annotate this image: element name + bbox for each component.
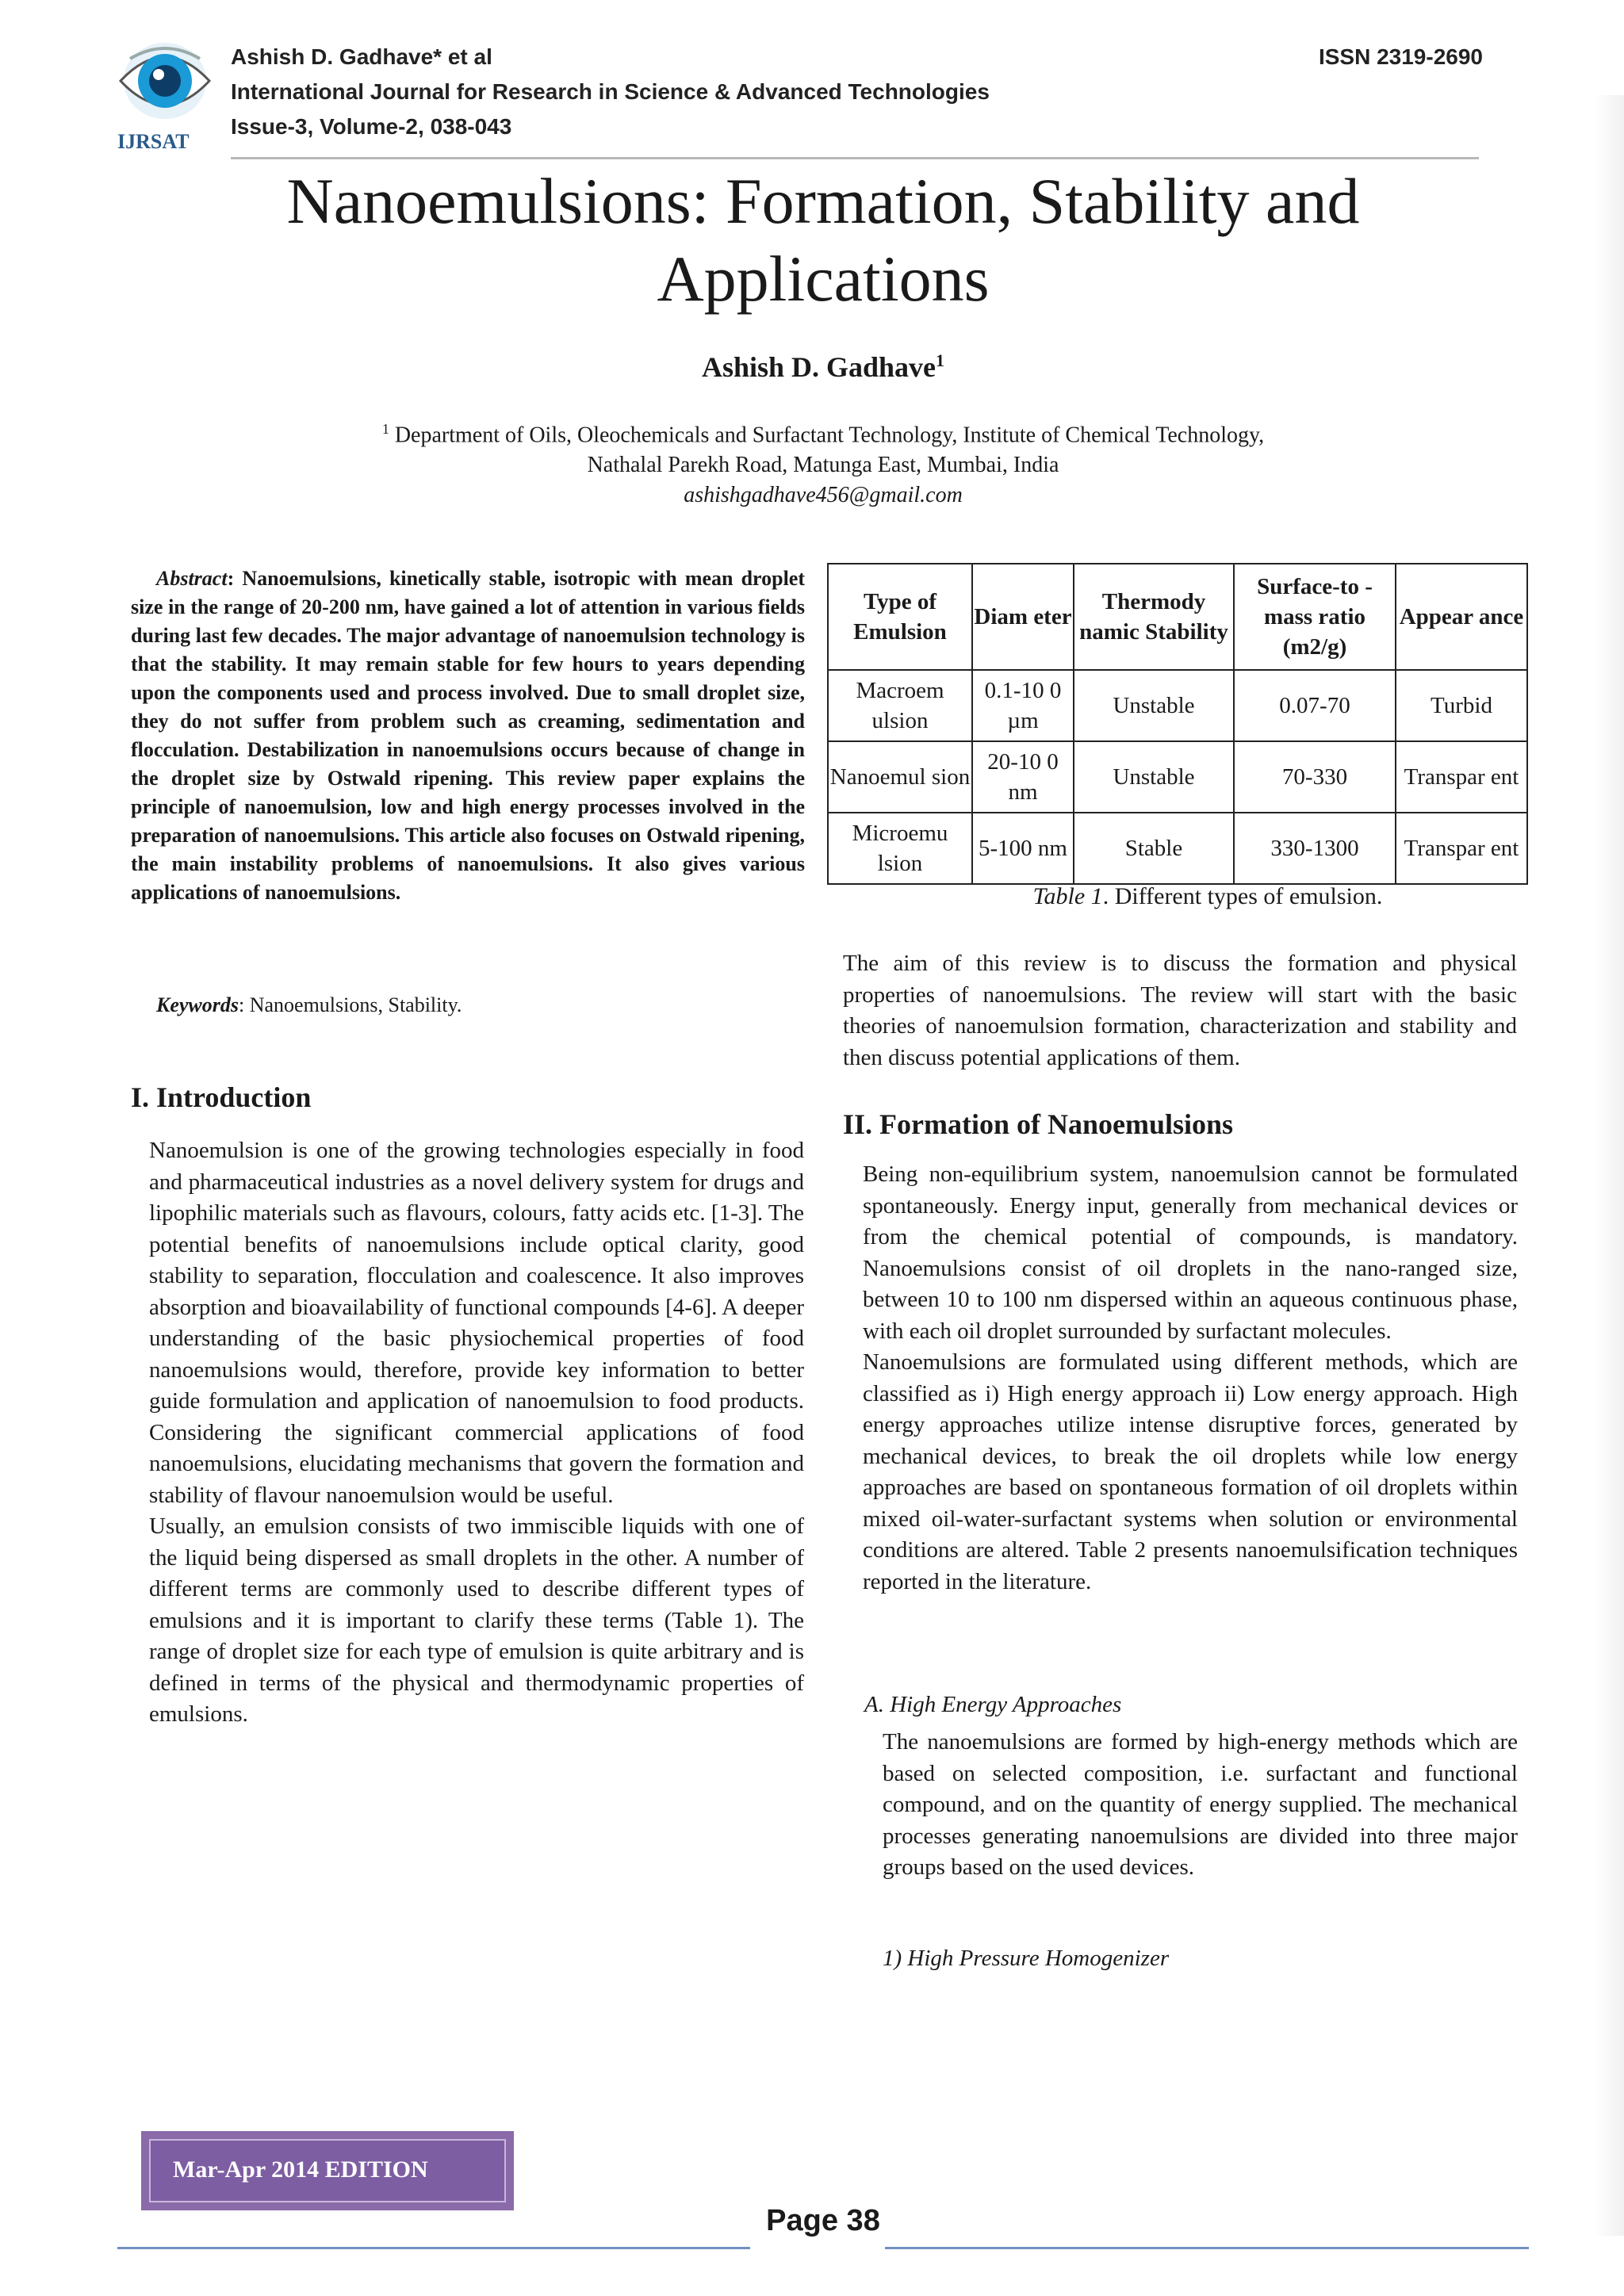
- table-header-cell: Surface-to -mass ratio (m2/g): [1234, 564, 1396, 670]
- footer-rule-left: [117, 2247, 750, 2249]
- table-cell: Macroem ulsion: [828, 670, 972, 741]
- table-cell: Unstable: [1074, 670, 1234, 741]
- introduction-body: [149, 1135, 804, 1731]
- table-row: [828, 670, 1527, 741]
- table-cell: 5-100 nm: [972, 813, 1074, 884]
- table-header-row: [828, 564, 1527, 670]
- author-name: Ashish D. Gadhave$^1$: [701, 350, 945, 383]
- title-line-2: Applications: [657, 243, 990, 315]
- footer-rule-right: [885, 2247, 1529, 2249]
- running-header: [231, 40, 1484, 144]
- table-cell: 330-1300: [1234, 813, 1396, 884]
- keywords: Keywords: Nanoemulsions, Stability.: [156, 993, 462, 1016]
- table-cell: Microemu lsion: [828, 813, 972, 884]
- subsection-heading-high-energy: A. High Energy Approaches: [864, 1692, 1122, 1717]
- header-issn: ISSN 2319-2690: [1318, 44, 1483, 69]
- header-issue: Issue-3, Volume-2, 038-043: [231, 114, 512, 139]
- table-cell: Transpar ent: [1396, 813, 1527, 884]
- header-journal: International Journal for Research in Science & Advanced Technologies: [231, 79, 990, 104]
- table-cell: Turbid: [1396, 670, 1527, 741]
- intro-paragraph-1: Nanoemulsion is one of the growing technologies especially in food and pharmaceutical industries as a novel delivery system for drugs and lipophilic materials such as flavours, colours, fatty acids etc. [1-3]. The potential benefits of nanoemulsions include optical clarity, good stability to separation, flocculation and coalescence. It also improves absorption and bioavailability of functional compounds [4-6]. A deeper understanding of the basic physiochemical properties of food nanoemulsions would, therefore, provide key information to better guide formulation and application of nanoemulsion to food products. Considering the significant commercial applications of food nanoemulsions, elucidating mechanisms that govern the formation and stability of flavour nanoemulsion would be useful.: [149, 1138, 804, 1508]
- table-cell: Stable: [1074, 813, 1234, 884]
- author-email: ashishgadhave456@gmail.com: [684, 483, 963, 508]
- title-line-1: Nanoemulsions: Formation, Stability and: [286, 165, 1360, 237]
- header-divider: [231, 157, 1479, 159]
- section-heading-introduction: I. Introduction: [131, 1081, 312, 1113]
- table-caption: Table 1. Different types of emulsion.: [1032, 883, 1383, 909]
- table-cell: 70-330: [1234, 741, 1396, 813]
- journal-logo: [111, 35, 222, 154]
- emulsion-types-table: [827, 563, 1528, 885]
- table-row: [828, 813, 1527, 884]
- edition-badge: [141, 2131, 514, 2210]
- table-cell: Transpar ent: [1396, 741, 1527, 813]
- affiliation-line-2: Nathalal Parekh Road, Matunga East, Mumbai, India: [587, 453, 1059, 478]
- edition-label: Mar-Apr 2014 EDITION: [173, 2156, 428, 2183]
- affiliation-line-1: $^1$ Department of Oils, Oleochemicals and Surfactant Technology, Institute of Chemical Technology,: [381, 421, 1265, 448]
- formation-body: [863, 1159, 1518, 1598]
- formation-paragraph-2: Nanoemulsions are formulated using different methods, which are classified as i) High energy approach ii) Low energy approach. High energy approaches utilize intense disruptive forces, generated by mechanical devices, to break the oil droplets while low energy approaches are based on spontaneous formation of oil droplets within mixed oil-water-surfactant systems when solution or environmental conditions are altered. Table 2 presents nanoemulsification techniques reported in the literature.: [863, 1349, 1518, 1594]
- high-energy-paragraph: The nanoemulsions are formed by high-energy methods which are based on selected composition, i.e. surfactant and functional compound, and on the quantity of energy supplied. The mechanical processes generating nanoemulsions are divided into three major groups based on the used devices.: [883, 1729, 1518, 1880]
- paper-title: [95, 163, 1551, 318]
- table-cell: 0.1-10 0 µm: [972, 670, 1074, 741]
- affiliation: [0, 414, 1624, 511]
- section-heading-formation: II. Formation of Nanoemulsions: [843, 1108, 1234, 1140]
- logo-text: IJRSAT: [117, 130, 190, 153]
- review-aim-paragraph: The aim of this review is to discuss the formation and physical properties of nanoemulsions. The review will start with the basic theories of nanoemulsion formation, characterization and stability and then discuss potential applications of them.: [843, 951, 1517, 1070]
- edition-badge-inner: [149, 2139, 506, 2202]
- intro-paragraph-2: Usually, an emulsion consists of two immiscible liquids with one of the liquid being dispersed as small droplets in the other. A number of different terms are commonly used to describe different types of emulsions and it is important to clarify these terms (Table 1). The range of droplet size for each type of emulsion is quite arbitrary and is defined in terms of the physical and thermodynamic properties of emulsions.: [149, 1513, 804, 1727]
- table-cell: Nanoemul sion: [828, 741, 972, 813]
- subsection-heading-high-pressure: 1) High Pressure Homogenizer: [883, 1946, 1170, 1971]
- table-cell: Unstable: [1074, 741, 1234, 813]
- formation-paragraph-1: Being non-equilibrium system, nanoemulsion cannot be formulated spontaneously. Energy input, generally from mechanical devices or from the chemical potential of compounds, is mandatory. Nanoemulsions consist of oil droplets in the nano-ranged size, between 10 to 100 nm dispersed within an aqueous continuous phase, with each oil droplet surrounded by surfactant molecules.: [863, 1161, 1518, 1344]
- table-header-cell: Thermody namic Stability: [1074, 564, 1234, 670]
- table-header-cell: Diam eter: [972, 564, 1074, 670]
- header-author: Ashish D. Gadhave* et al: [231, 44, 492, 69]
- table-header-cell: Appear ance: [1396, 564, 1527, 670]
- abstract: Abstract: Nanoemulsions, kinetically stable, isotropic with mean droplet size in the range of 20-200 nm, have gained a lot of attention in various fields during last few decades. The major advantage of nanoemulsion technology is that the stability. It may remain stable for few hours to years depending upon the components used and process involved. Due to small droplet size, they do not suffer from problem such as creaming, sedimentation and flocculation. Destabilization in nanoemulsions occurs because of change in the droplet size by Ostwald ripening. This review paper explains the principle of nanoemulsion, low and high energy processes involved in the preparation of nanoemulsions. This article also focuses on Ostwald ripening, the main instability problems of nanoemulsions. It also gives various applications of nanoemulsions.: [131, 567, 805, 904]
- table-row: [828, 741, 1527, 813]
- page-number: Page 38: [766, 2204, 880, 2237]
- table-header-cell: Type of Emulsion: [828, 564, 972, 670]
- table-cell: 20-10 0 nm: [972, 741, 1074, 813]
- table-cell: 0.07-70: [1234, 670, 1396, 741]
